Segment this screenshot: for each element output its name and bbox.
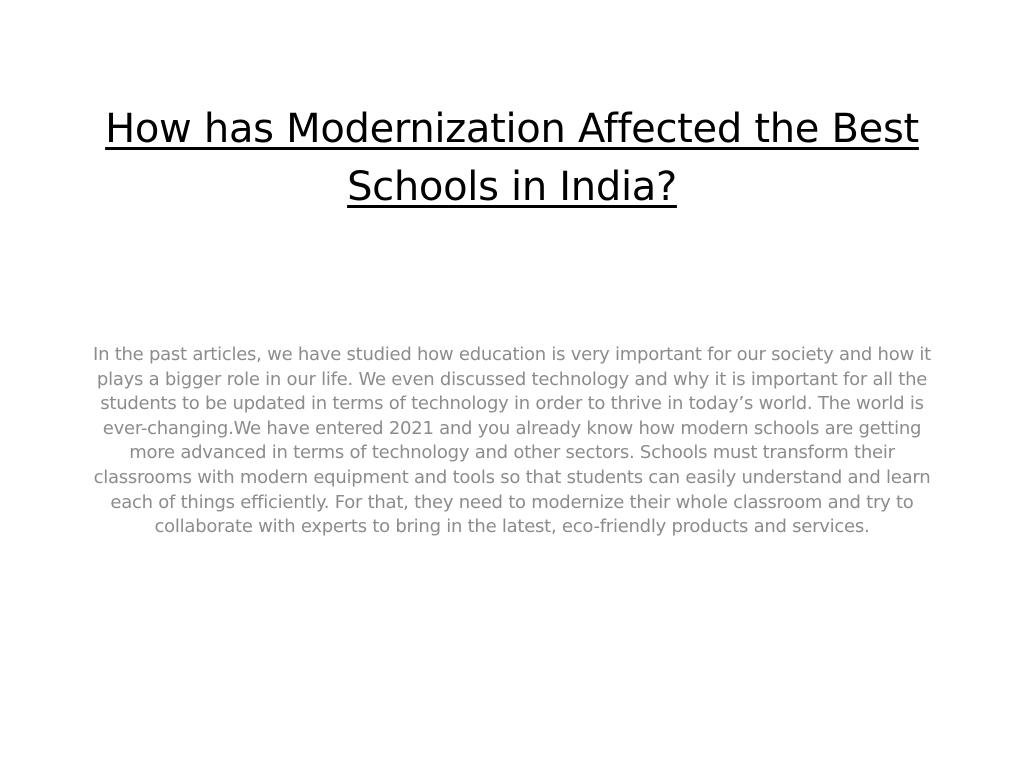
slide-title: How has Modernization Affected the Best Schools in India? [105, 106, 919, 210]
slide-body-text: In the past articles, we have studied how education is very important for our society and how it plays a bigger role in our life. We even discussed technology and why it is important for all the students to be updated in terms of technology in order to thrive in today’s world. The world is ever-changing.We have entered 2021 and you already know how modern schools are getting more advanced in terms of technology and other sectors. Schools must transform their classrooms with modern equipment and tools so that students can easily understand and learn each of things efficiently. For that, they need to modernize their whole classroom and try to collaborate with experts to bring in the latest, eco-friendly products and services. [93, 344, 931, 538]
